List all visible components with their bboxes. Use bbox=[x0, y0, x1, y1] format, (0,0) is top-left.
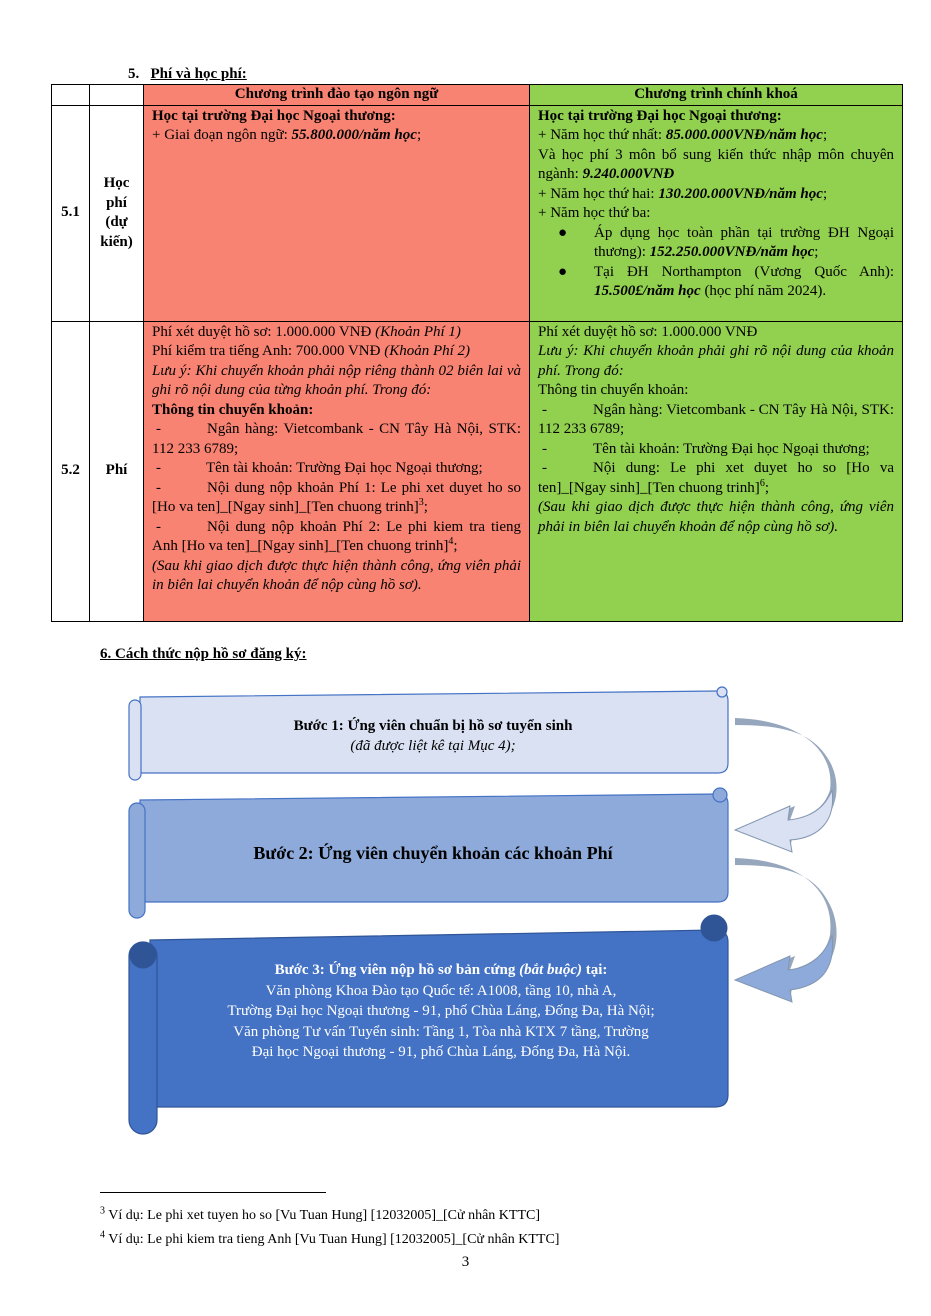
cell-heading: Học tại trường Đại học Ngoại thương: bbox=[538, 107, 782, 124]
list-item: - bbox=[542, 460, 547, 476]
header-language-program: Chương trình đào tạo ngôn ngữ bbox=[144, 85, 530, 106]
language-tuition-line: + Giai đoạn ngôn ngữ: 55.800.000/năm học; bbox=[152, 127, 422, 143]
note-text: Lưu ý: Khi chuyển khoản phải nộp riêng thành 02 biên lai và ghi rõ nội dung của từng khoản phí. Trong đó: bbox=[152, 362, 521, 398]
cell-heading: Học tại trường Đại học Ngoại thương: bbox=[152, 107, 396, 124]
main-tuition-cell bbox=[530, 105, 903, 321]
step1-title: Bước 1: Ứng viên chuẩn bị hồ sơ tuyển sinh bbox=[293, 718, 573, 734]
list-item: - bbox=[156, 479, 161, 496]
list-item: ● Áp dụng học toàn phần tại trường ĐH Ngoại thương): 152.250.000VNĐ/năm học; bbox=[538, 224, 894, 263]
fees-table bbox=[51, 84, 903, 622]
table-row-tuition bbox=[52, 105, 903, 321]
language-tuition-cell bbox=[144, 105, 530, 321]
main-fees-cell bbox=[530, 321, 903, 621]
page-number: 3 bbox=[461, 1254, 470, 1270]
bank-line: Ngân hàng: Vietcombank - CN Tây Hà Nội, STK: 112 233 6789; bbox=[538, 401, 894, 437]
step1-subtitle: (đã được liệt kê tại Mục 4); bbox=[350, 738, 516, 754]
step3-line: Trường Đại học Ngoại thương - 91, phố Chùa Láng, Đống Đa, Hà Nội; bbox=[227, 1003, 655, 1019]
footnote-separator bbox=[100, 1192, 326, 1193]
step3-text bbox=[165, 960, 717, 1063]
footnote-3: $^3$ Ví dụ: Le phi xet tuyen ho so [Vu Tuan Hung] [12032005]_[Cử nhân KTTC] bbox=[100, 1205, 541, 1223]
account-line: Tên tài khoản: Trường Đại học Ngoại thương; bbox=[593, 440, 870, 457]
table-row-fees bbox=[52, 321, 903, 621]
header-blank-cell bbox=[90, 85, 144, 106]
step3-line: Văn phòng Khoa Đào tạo Quốc tế: A1008, tầng 10, nhà A, bbox=[265, 982, 617, 999]
fee1-line: Phí xét duyệt hồ sơ: 1.000.000 VNĐ (Khoản Phí 1) bbox=[152, 323, 461, 340]
bank-line: Ngân hàng: Vietcombank - CN Tây Hà Nội, STK: 112 233 6789; bbox=[152, 421, 521, 457]
list-item: ● Tại ĐH Northampton (Vương Quốc Anh): 15.500£/năm học (học phí năm 2024). bbox=[538, 263, 894, 302]
curved-arrow-1 bbox=[735, 718, 837, 852]
fee1-line: Phí xét duyệt hồ sơ: 1.000.000 VNĐ bbox=[538, 323, 758, 340]
bullet-icon: ● bbox=[558, 263, 568, 280]
list-item: - bbox=[156, 518, 161, 535]
section-number: 5. bbox=[128, 66, 140, 82]
content-line: Nội dung: Le phi xet duyet ho so [Ho va ten]_[Ngay sinh]_[Ten chuong trinh]$^6$; bbox=[538, 460, 894, 496]
header-main-program: Chương trình chính khoá bbox=[530, 85, 903, 106]
year1-line: + Năm học thứ nhất: 85.000.000VNĐ/năm học; bbox=[538, 127, 828, 143]
step2-title: Bước 2: Ứng viên chuyển khoản các khoản Phí bbox=[253, 843, 613, 863]
content1-line: Nội dung nộp khoản Phí 1: Le phi xet duyet ho so [Ho va ten]_[Ngay sinh]_[Ten chuong trinh]$^3$; bbox=[152, 479, 521, 515]
section-5-heading bbox=[128, 66, 247, 83]
content2-line: Nội dung nộp khoản Phí 2: Le phi kiem tra tieng Anh [Ho va ten]_[Ngay sinh]_[Ten chuong trinh]$^4$; bbox=[152, 518, 521, 554]
after-note: (Sau khi giao dịch được thực hiện thành công, ứng viên phải in biên lai chuyển khoản để nộp cùng hồ sơ). bbox=[152, 557, 521, 593]
row-number: 5.1 bbox=[52, 105, 90, 321]
step3-title: Bước 3: Ứng viên nộp hồ sơ bản cứng (bắt buộc) tại: bbox=[274, 962, 608, 978]
language-fees-cell bbox=[144, 321, 530, 621]
header-blank-cell bbox=[52, 85, 90, 106]
section-title: Phí và học phí: bbox=[150, 66, 247, 82]
footnote-4: $^4$ Ví dụ: Le phi kiem tra tieng Anh [Vu Tuan Hung] [12032005]_[Cử nhân KTTC] bbox=[100, 1229, 560, 1247]
note-text: Lưu ý: Khi chuyển khoản phải ghi rõ nội dung của khoản phí. Trong đó: bbox=[538, 343, 894, 379]
table-header-row bbox=[52, 85, 903, 106]
year3-line: + Năm học thứ ba: bbox=[538, 205, 651, 221]
row-label: Học phí (dự kiến) bbox=[90, 105, 144, 321]
section-6-heading: 6. Cách thức nộp hồ sơ đăng ký: bbox=[100, 646, 307, 662]
step3-line: Đại học Ngoại thương - 91, phố Chùa Láng, Đống Đa, Hà Nội. bbox=[251, 1044, 631, 1060]
transfer-heading: Thông tin chuyển khoản: bbox=[152, 401, 314, 418]
row-label: Phí bbox=[90, 321, 144, 621]
fee2-line: Phí kiểm tra tiếng Anh: 700.000 VNĐ (Khoản Phí 2) bbox=[152, 343, 471, 359]
curved-arrow-2 bbox=[735, 858, 837, 1002]
extra-fee-line: Và học phí 3 môn bổ sung kiến thức nhập môn chuyên ngành: 9.240.000VNĐ bbox=[538, 146, 894, 182]
list-item: - Tên tài khoản: Trường Đại học Ngoại thương; bbox=[156, 460, 483, 476]
list-item: - bbox=[156, 421, 161, 437]
step3-line: Văn phòng Tư vấn Tuyển sinh: Tầng 1, Tòa nhà KTX 7 tầng, Trường bbox=[233, 1023, 649, 1040]
step1-text bbox=[150, 716, 716, 756]
list-item: - bbox=[542, 401, 547, 418]
bullet-icon: ● bbox=[558, 224, 568, 241]
after-note: (Sau khi giao dịch được thực hiện thành công, ứng viên phải in biên lai chuyển khoản để nộp cùng hồ sơ). bbox=[538, 499, 894, 535]
transfer-heading: Thông tin chuyển khoản: bbox=[538, 382, 689, 398]
row-number: 5.2 bbox=[52, 321, 90, 621]
year2-line: + Năm học thứ hai: 130.200.000VNĐ/năm học; bbox=[538, 185, 828, 202]
list-item: - bbox=[542, 440, 547, 457]
